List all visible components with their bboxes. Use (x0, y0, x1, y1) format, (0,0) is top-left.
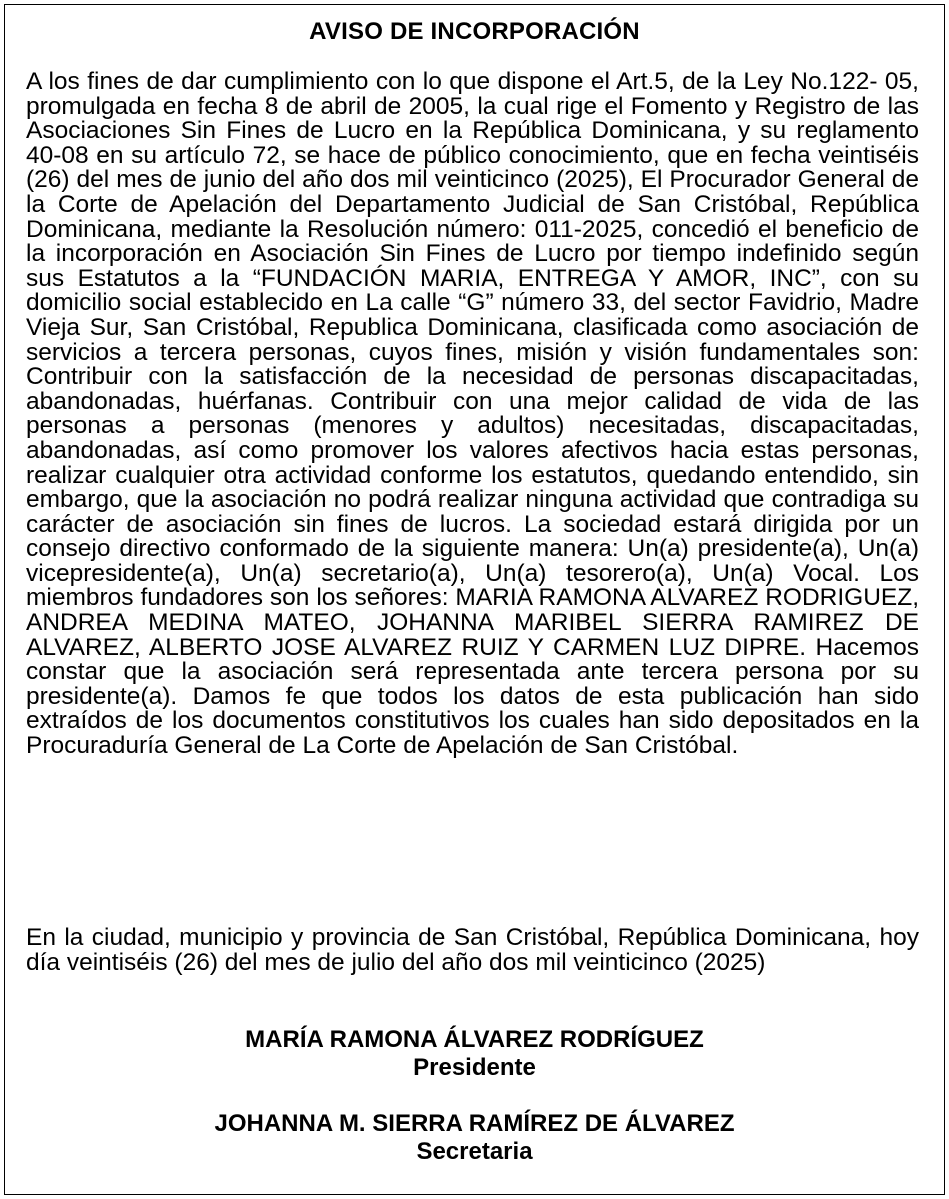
notice-closing-paragraph: En la ciudad, municipio y provincia de San Cristóbal, República Dominicana, hoy día veintiséis (26) del mes de julio del año dos mil veinticinco (2025) (26, 924, 919, 976)
signatory-name: JOHANNA M. SIERRA RAMÍREZ DE ÁLVAREZ (214, 1110, 735, 1137)
signature-block-president (0, 1026, 949, 1082)
signature-block-secretary (0, 1110, 949, 1166)
signatory-name: MARÍA RAMONA ÁLVAREZ RODRÍGUEZ (245, 1026, 704, 1053)
notice-title: AVISO DE INCORPORACIÓN (309, 18, 640, 45)
notice-body-paragraph: A los fines de dar cumplimiento con lo que dispone el Art.5, de la Ley No.122- 05, promulgada en fecha 8 de abril de 2005, la cual rige el Fomento y Registro de las Asociaciones Sin Fines de Lucro en la República Dominicana, y su reglamento 40-08 en su artículo 72, se hace de público conocimiento, que en fecha veintiséis (26) del mes de junio del año dos mil veinticinco (2025), El Procurador General de la Corte de Apelación del Departamento Judicial de San Cristóbal, República Dominicana, mediante la Resolución número: 011-2025, concedió el beneficio de la incorporación en Asociación Sin Fines de Lucro por tiempo indefinido según sus Estatutos a la “FUNDACIÓN MARIA, ENTREGA Y AMOR, INC”, con su domicilio social establecido en La calle “G” número 33, del sector Favidrio, Madre Vieja Sur, San Cristóbal, Republica Dominicana, clasificada como asociación de servicios a tercera personas, cuyos fines, misión y visión fundamentales son: Contribuir con la satisfacción de la necesidad de personas discapacitadas, abandonadas, huérfanas. Contribuir con una mejor calidad de vida de las personas a personas (menores y adultos) necesitadas, discapacitadas, abandonadas, así como promover los valores afectivos hacia estas personas, realizar cualquier otra actividad conforme los estatutos, quedando entendido, sin embargo, que la asociación no podrá realizar ninguna actividad que contradiga su carácter de asociación sin fines de lucros. La sociedad estará dirigida por un consejo directivo conformado de la siguiente manera: Un(a) presidente(a), Un(a) vicepresidente(a), Un(a) secretario(a), Un(a) tesorero(a), Un(a) Vocal. Los miembros fundadores son los señores: MARIA RAMONA ALVAREZ RODRIGUEZ, ANDREA MEDINA MATEO, JOHANNA MARIBEL SIERRA RAMIREZ DE ALVAREZ, ALBERTO JOSE ALVAREZ RUIZ Y CARMEN LUZ DIPRE. Hacemos constar que la asociación será representada ante tercera persona por su presidente(a). Damos fe que todos los datos de esta publicación han sido extraídos de los documentos constitutivos los cuales han sido depositados en la Procuraduría General de La Corte de Apelación de San Cristóbal. (26, 68, 919, 760)
signatory-role: Presidente (413, 1054, 536, 1081)
signatory-role: Secretaria (416, 1138, 533, 1165)
